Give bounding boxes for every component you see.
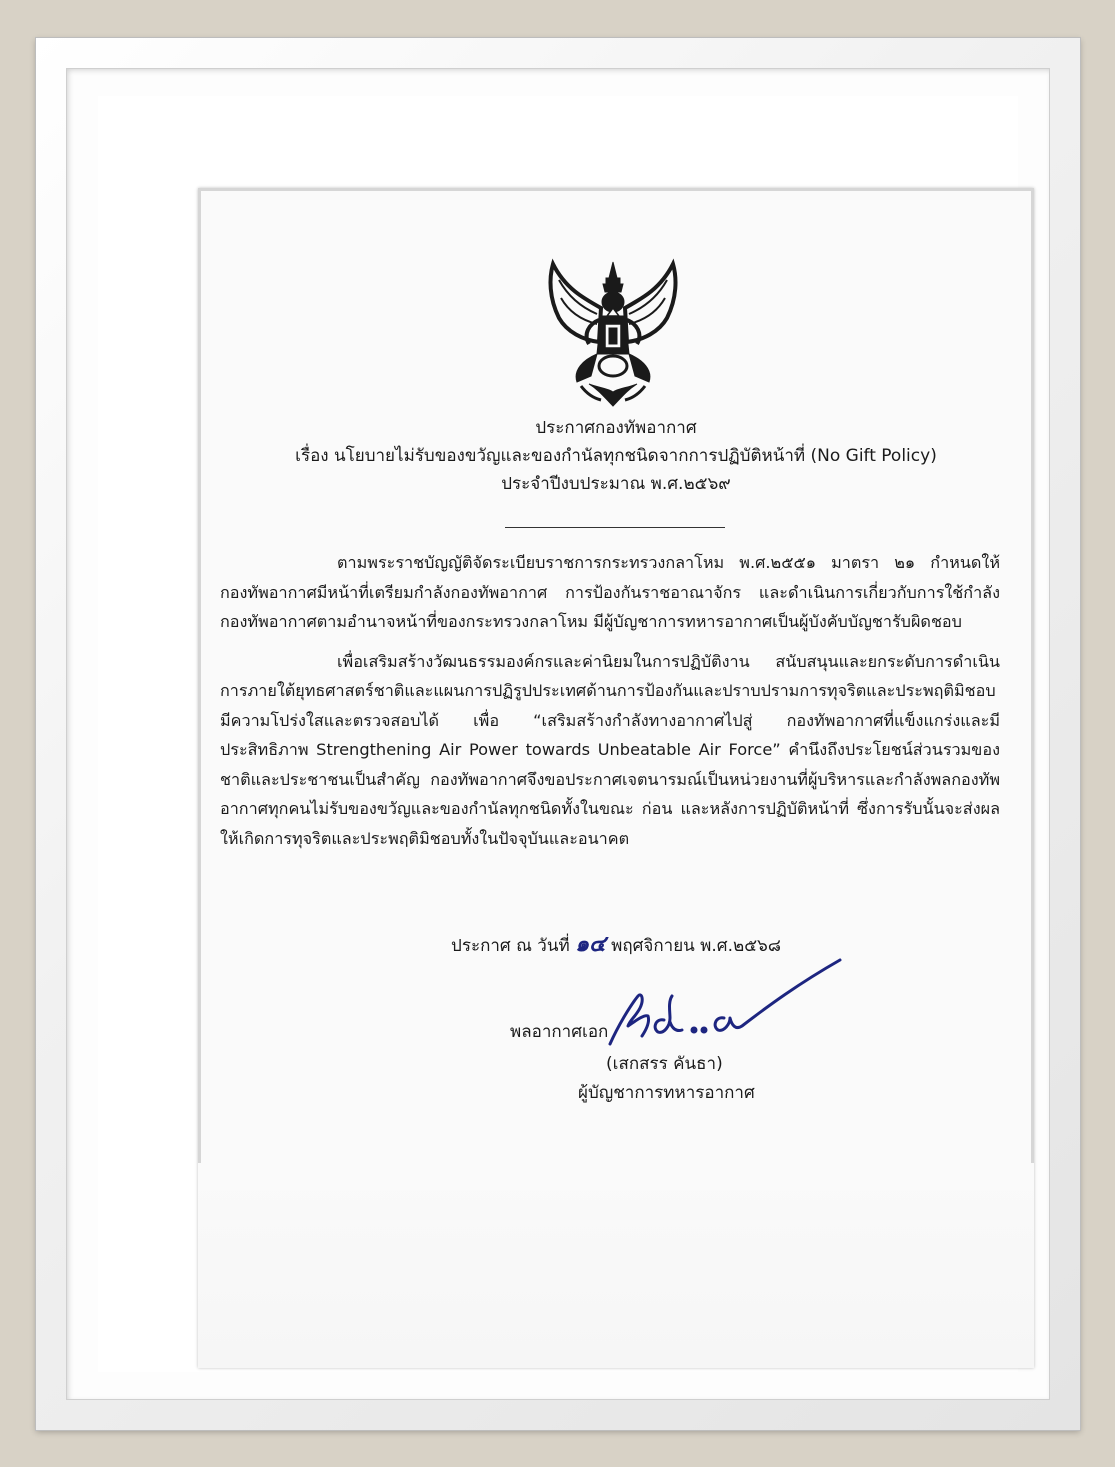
signatory-title: ผู้บัญชาการทหารอากาศ [578,1083,755,1103]
signatory-name: (เสกสรร คันธา) [606,1054,723,1074]
header-subject: เรื่อง นโยบายไม่รับของขวัญและของกำนัลทุกชนิดจากการปฏิบัติหน้าที่ (No Gift Policy) [295,446,937,466]
announcement-prefix: ประกาศ ณ วันที่ [451,936,570,956]
document-page [198,188,1034,1368]
header-fiscal-year: ประจำปีงบประมาณ พ.ศ.๒๕๖๙ [501,474,731,494]
signatory-rank: พลอากาศเอก [510,1022,609,1042]
announcement-month-year: พฤศจิกายน พ.ศ.๒๕๖๘ [611,936,781,956]
document-body [220,548,1000,863]
garuda-emblem-icon [543,258,683,408]
handwritten-signature [608,956,843,1052]
blank-page-area [198,1163,1034,1368]
announcement-day-handwritten: ๑๔ [575,931,606,957]
picture-frame [36,38,1080,1430]
body-paragraph-1: ตามพระราชบัญญัติจัดระเบียบราชการกระทรวงกลาโหม พ.ศ.๒๕๕๑ มาตรา ๒๑ กำหนดให้กองทัพอากาศมีหน้าที่เตรียมกำลังกองทัพอากาศ การป้องกันราชอาณาจักร และดำเนินการเกี่ยวกับการใช้กำลังกองทัพอากาศตามอำนาจหน้าที่ของกระทรวงกลาโหม มีผู้บัญชาการทหารอากาศเป็นผู้บังคับบัญชารับผิดชอบ [220,553,1000,631]
body-paragraph-2: เพื่อเสริมสร้างวัฒนธรรมองค์กรและค่านิยมในการปฏิบัติงาน สนับสนุนและยกระดับการดำเนินการภายใต้ยุทธศาสตร์ชาติและแผนการปฏิรูปประเทศด้านการป้องกันและปราบปรามการทุจริตและประพฤติมิชอบ มีความโปร่งใสและตรวจสอบได้ เพื่อ “เสริมสร้างกำลังทางอากาศไปสู่ กองทัพอากาศที่แข็งแกร่งและมีประสิทธิภาพ Strengthening Air Power towards Unbeatable Air Force” คำนึงถึงประโยชน์ส่วนรวมของชาติและประชาชนเป็นสำคัญ กองทัพอากาศจึงขอประกาศเจตนารมณ์เป็นหน่วยงานที่ผู้บริหารและกำลังพลกองทัพอากาศทุกคนไม่รับของขวัญและของกำนัลทุกชนิดทั้งในขณะ ก่อน และหลังการปฏิบัติหน้าที่ ซึ่งการรับนั้นจะส่งผลให้เกิดการทุจริตและประพฤติมิชอบทั้งในปัจจุบันและอนาคต [220,651,1000,848]
document-header [198,414,1034,498]
header-divider [505,527,725,528]
frame-mat [98,96,1018,1372]
header-agency: ประกาศกองทัพอากาศ [535,418,697,438]
